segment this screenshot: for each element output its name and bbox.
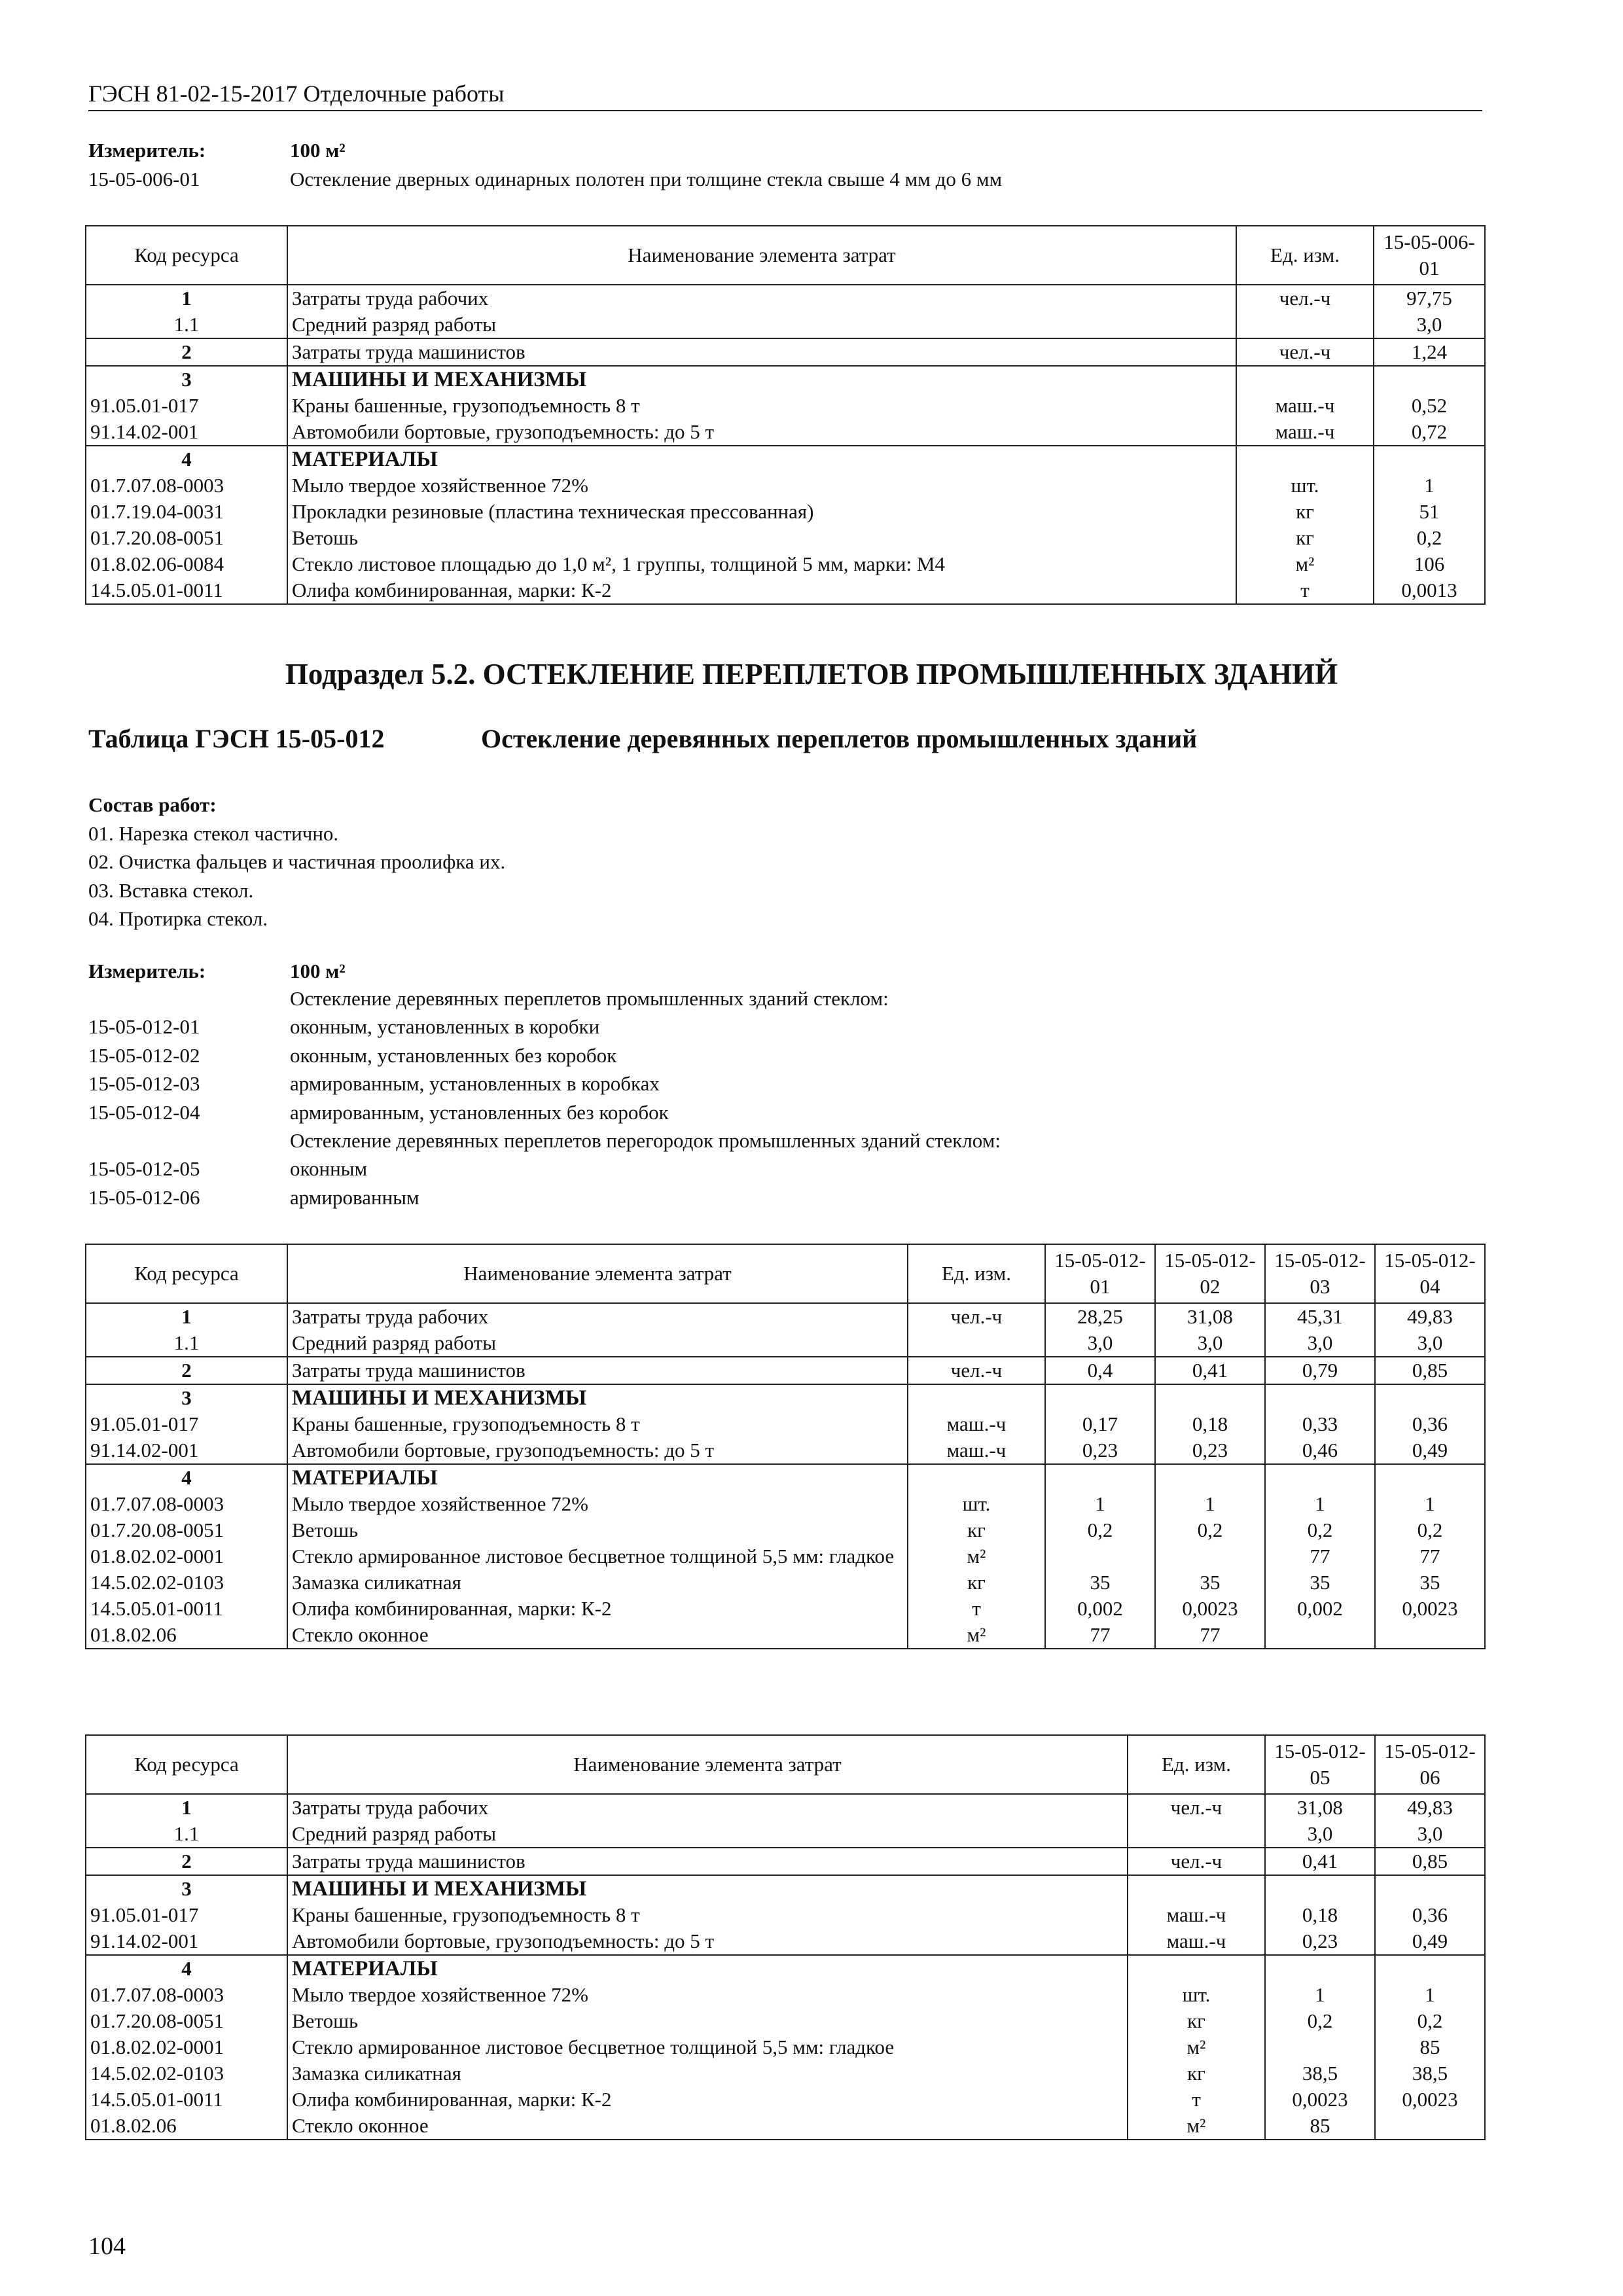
col-header-norm: 15-05-012-02 bbox=[1155, 1244, 1265, 1303]
unit-cell: маш.-ч bbox=[1236, 419, 1374, 446]
col-header-norm: 15-05-012-06 bbox=[1375, 1735, 1485, 1794]
resource-name-cell: Средний разряд работы bbox=[287, 312, 1236, 338]
norm-value-cell: 1 bbox=[1375, 1982, 1485, 2008]
norm-value-cell: 38,5 bbox=[1375, 2060, 1485, 2087]
norm-description: Остекление дверных одинарных полотен при толщине стекла свыше 4 мм до 6 мм bbox=[290, 168, 1003, 190]
resource-name-cell: Автомобили бортовые, грузоподъемность: до 5 т bbox=[287, 1437, 908, 1464]
unit-cell: м² bbox=[1236, 551, 1374, 577]
norm-value-cell: 1,24 bbox=[1374, 338, 1485, 366]
table-row bbox=[86, 1875, 1485, 1902]
resource-name-cell: Замазка силикатная bbox=[287, 1570, 908, 1596]
resource-code-cell: 91.05.01-017 bbox=[86, 1902, 287, 1928]
unit-cell: маш.-ч bbox=[1236, 393, 1374, 419]
norm-value-cell: 0,23 bbox=[1045, 1437, 1155, 1464]
unit-cell: м² bbox=[1128, 2034, 1265, 2060]
norm-value-cell bbox=[1155, 1384, 1265, 1411]
unit-cell: т bbox=[1128, 2087, 1265, 2113]
norm-value-cell bbox=[1374, 366, 1485, 393]
works-item: 04. Протирка стекол. bbox=[88, 907, 268, 931]
resource-code-cell: 14.5.05.01-0011 bbox=[86, 577, 287, 604]
norm-value-cell: 0,2 bbox=[1375, 2008, 1485, 2034]
table-row bbox=[86, 473, 1485, 499]
unit-cell: м² bbox=[908, 1622, 1045, 1649]
norm-description: оконным bbox=[290, 1157, 368, 1181]
subsection-title: Подраздел 5.2. ОСТЕКЛЕНИЕ ПЕРЕПЛЕТОВ ПРОМЫШЛЕННЫХ ЗДАНИЙ bbox=[285, 658, 1338, 691]
col-header-unit: Ед. изм. bbox=[908, 1244, 1045, 1303]
norm-description: армированным bbox=[290, 1185, 419, 1209]
norm-value-cell: 77 bbox=[1045, 1622, 1155, 1649]
resource-name-cell: Стекло армированное листовое бесцветное толщиной 5,5 мм: гладкое bbox=[287, 2034, 1128, 2060]
resource-name-cell: Затраты труда машинистов bbox=[287, 1848, 1128, 1875]
table-row bbox=[86, 551, 1485, 577]
table-title-name: Остекление деревянных переплетов промышленных зданий bbox=[481, 724, 1198, 753]
unit-cell: маш.-ч bbox=[1128, 1928, 1265, 1955]
table-row bbox=[86, 499, 1485, 525]
unit-cell: маш.-ч bbox=[908, 1437, 1045, 1464]
norm-description: оконным, установленных без коробок bbox=[290, 1043, 617, 1067]
norm-value-cell: 28,25 bbox=[1045, 1303, 1155, 1330]
unit-cell bbox=[1236, 446, 1374, 473]
resource-name-cell: МАТЕРИАЛЫ bbox=[287, 1464, 908, 1491]
norm-value-cell: 77 bbox=[1265, 1543, 1375, 1570]
resource-code-cell: 01.7.07.08-0003 bbox=[86, 473, 287, 499]
norm-value-cell: 0,79 bbox=[1265, 1357, 1375, 1384]
norm-value-cell bbox=[1045, 1543, 1155, 1570]
resource-table-1 bbox=[85, 225, 1486, 605]
table-row bbox=[86, 1303, 1485, 1330]
norm-description: Остекление деревянных переплетов промышленных зданий стеклом: bbox=[290, 987, 889, 1010]
norm-value-cell bbox=[1375, 1384, 1485, 1411]
table-row bbox=[86, 1794, 1485, 1821]
resource-name-cell: Стекло оконное bbox=[287, 2113, 1128, 2140]
norm-value-cell: 35 bbox=[1265, 1570, 1375, 1596]
table-row bbox=[86, 1330, 1485, 1357]
norm-value-cell bbox=[1155, 1543, 1265, 1570]
col-header-name: Наименование элемента затрат bbox=[287, 1244, 908, 1303]
table-row bbox=[86, 1928, 1485, 1955]
norm-description: оконным, установленных в коробки bbox=[290, 1015, 600, 1039]
table-row bbox=[86, 1357, 1485, 1384]
norm-code: 15-05-012-06 bbox=[88, 1185, 200, 1209]
norm-description: армированным, установленных в коробках bbox=[290, 1072, 660, 1096]
norm-value-cell: 0,2 bbox=[1155, 1517, 1265, 1543]
table-row bbox=[86, 1437, 1485, 1464]
table-row bbox=[86, 1570, 1485, 1596]
norm-code: 15-05-012-04 bbox=[88, 1100, 200, 1124]
unit-cell: т bbox=[908, 1596, 1045, 1622]
resource-code-cell: 01.7.20.08-0051 bbox=[86, 525, 287, 551]
norm-value-cell: 1 bbox=[1374, 473, 1485, 499]
unit-cell: чел.-ч bbox=[908, 1303, 1045, 1330]
resource-code-cell: 14.5.05.01-0011 bbox=[86, 2087, 287, 2113]
norm-value-cell: 35 bbox=[1375, 1570, 1485, 1596]
resource-code-cell: 1.1 bbox=[86, 1330, 287, 1357]
unit-cell: маш.-ч bbox=[908, 1411, 1045, 1437]
resource-name-cell: Затраты труда машинистов bbox=[287, 1357, 908, 1384]
resource-name-cell: Затраты труда рабочих bbox=[287, 1303, 908, 1330]
table-header-row bbox=[86, 226, 1485, 285]
resource-name-cell: Ветошь bbox=[287, 525, 1236, 551]
resource-name-cell: Мыло твердое хозяйственное 72% bbox=[287, 473, 1236, 499]
resource-code-cell: 1 bbox=[86, 1794, 287, 1821]
norm-value-cell bbox=[1155, 1464, 1265, 1491]
col-header-norm: 15-05-012-03 bbox=[1265, 1244, 1375, 1303]
norm-value-cell: 3,0 bbox=[1375, 1330, 1485, 1357]
resource-code-cell: 4 bbox=[86, 1955, 287, 1982]
resource-name-cell: МАШИНЫ И МЕХАНИЗМЫ bbox=[287, 1875, 1128, 1902]
table-header-row bbox=[86, 1244, 1485, 1303]
table-row bbox=[86, 1902, 1485, 1928]
norm-value-cell: 0,41 bbox=[1265, 1848, 1375, 1875]
unit-cell: шт. bbox=[908, 1491, 1045, 1517]
resource-code-cell: 01.7.07.08-0003 bbox=[86, 1982, 287, 2008]
resource-code-cell: 3 bbox=[86, 1875, 287, 1902]
norm-value-cell: 85 bbox=[1375, 2034, 1485, 2060]
table-row bbox=[86, 525, 1485, 551]
norm-value-cell: 3,0 bbox=[1155, 1330, 1265, 1357]
resource-name-cell: Автомобили бортовые, грузоподъемность: до 5 т bbox=[287, 1928, 1128, 1955]
table-row bbox=[86, 312, 1485, 338]
col-header-norm: 15-05-012-01 bbox=[1045, 1244, 1155, 1303]
works-composition bbox=[88, 791, 505, 933]
resource-code-cell: 91.05.01-017 bbox=[86, 1411, 287, 1437]
unit-cell bbox=[1128, 1955, 1265, 1982]
table-row bbox=[86, 1848, 1485, 1875]
norm-value-cell: 1 bbox=[1045, 1491, 1155, 1517]
norm-value-cell: 0,33 bbox=[1265, 1411, 1375, 1437]
works-item: 02. Очистка фальцев и частичная проолифка их. bbox=[88, 850, 506, 874]
norm-code: 15-05-012-01 bbox=[88, 1015, 200, 1039]
unit-cell: м² bbox=[1128, 2113, 1265, 2140]
norm-value-cell: 0,52 bbox=[1374, 393, 1485, 419]
unit-cell: кг bbox=[1236, 525, 1374, 551]
unit-cell bbox=[908, 1384, 1045, 1411]
norm-value-cell bbox=[1265, 1464, 1375, 1491]
table-row bbox=[86, 2113, 1485, 2140]
resource-name-cell: Стекло листовое площадью до 1,0 м², 1 группы, толщиной 5 мм, марки: М4 bbox=[287, 551, 1236, 577]
table-row bbox=[86, 1543, 1485, 1570]
norm-value-cell: 0,23 bbox=[1155, 1437, 1265, 1464]
resource-name-cell: Олифа комбинированная, марки: К-2 bbox=[287, 577, 1236, 604]
unit-cell: кг bbox=[908, 1517, 1045, 1543]
norm-description: Остекление деревянных переплетов перегородок промышленных зданий стеклом: bbox=[290, 1128, 1001, 1152]
table-row bbox=[86, 338, 1485, 366]
norm-value-cell: 3,0 bbox=[1265, 1821, 1375, 1848]
resource-code-cell: 01.8.02.02-0001 bbox=[86, 2034, 287, 2060]
norm-value-cell: 0,2 bbox=[1045, 1517, 1155, 1543]
norm-value-cell: 0,49 bbox=[1375, 1928, 1485, 1955]
unit-cell bbox=[1128, 1875, 1265, 1902]
header-title: ГЭСН 81-02-15-2017 Отделочные работы bbox=[88, 81, 505, 107]
unit-cell: кг bbox=[1128, 2008, 1265, 2034]
norm-value-cell bbox=[1265, 1955, 1375, 1982]
table-title bbox=[88, 723, 1198, 754]
unit-cell bbox=[908, 1464, 1045, 1491]
unit-cell: чел.-ч bbox=[1236, 338, 1374, 366]
resource-code-cell: 3 bbox=[86, 366, 287, 393]
resource-name-cell: Затраты труда рабочих bbox=[287, 285, 1236, 312]
norm-value-cell: 3,0 bbox=[1265, 1330, 1375, 1357]
table-row bbox=[86, 285, 1485, 312]
resource-code-cell: 4 bbox=[86, 446, 287, 473]
resource-name-cell: Стекло оконное bbox=[287, 1622, 908, 1649]
unit-cell: чел.-ч bbox=[1128, 1794, 1265, 1821]
unit-cell: шт. bbox=[1236, 473, 1374, 499]
resource-name-cell: Средний разряд работы bbox=[287, 1821, 1128, 1848]
resource-name-cell: МАТЕРИАЛЫ bbox=[287, 446, 1236, 473]
resource-name-cell: Затраты труда рабочих bbox=[287, 1794, 1128, 1821]
resource-code-cell: 1.1 bbox=[86, 1821, 287, 1848]
norm-value-cell: 3,0 bbox=[1375, 1821, 1485, 1848]
resource-code-cell: 3 bbox=[86, 1384, 287, 1411]
resource-name-cell: Краны башенные, грузоподъемность 8 т bbox=[287, 1411, 908, 1437]
unit-cell: маш.-ч bbox=[1128, 1902, 1265, 1928]
col-header-norm: 15-05-012-05 bbox=[1265, 1735, 1375, 1794]
norm-value-cell: 0,46 bbox=[1265, 1437, 1375, 1464]
norm-value-cell: 0,23 bbox=[1265, 1928, 1375, 1955]
unit-cell bbox=[1236, 366, 1374, 393]
unit-cell bbox=[908, 1330, 1045, 1357]
resource-name-cell: МАШИНЫ И МЕХАНИЗМЫ bbox=[287, 1384, 908, 1411]
resource-code-cell: 14.5.05.01-0011 bbox=[86, 1596, 287, 1622]
norm-value-cell: 0,41 bbox=[1155, 1357, 1265, 1384]
table-row bbox=[86, 2087, 1485, 2113]
resource-name-cell: МАШИНЫ И МЕХАНИЗМЫ bbox=[287, 366, 1236, 393]
unit-cell: кг bbox=[1236, 499, 1374, 525]
resource-name-cell: Стекло армированное листовое бесцветное толщиной 5,5 мм: гладкое bbox=[287, 1543, 908, 1570]
norm-value-cell: 0,2 bbox=[1265, 1517, 1375, 1543]
resource-code-cell: 91.14.02-001 bbox=[86, 1437, 287, 1464]
unit-cell: т bbox=[1236, 577, 1374, 604]
resource-code-cell: 01.8.02.06-0084 bbox=[86, 551, 287, 577]
norm-value-cell: 0,002 bbox=[1045, 1596, 1155, 1622]
norm-value-cell: 0,4 bbox=[1045, 1357, 1155, 1384]
resource-code-cell: 01.7.20.08-0051 bbox=[86, 1517, 287, 1543]
unit-cell: кг bbox=[908, 1570, 1045, 1596]
measurer-value: 100 м² bbox=[290, 960, 346, 982]
norm-value-cell: 0,85 bbox=[1375, 1357, 1485, 1384]
measurer-label: Измеритель: bbox=[88, 139, 206, 162]
resource-code-cell: 1 bbox=[86, 1303, 287, 1330]
table-row bbox=[86, 1596, 1485, 1622]
norm-value-cell: 0,85 bbox=[1375, 1848, 1485, 1875]
resource-name-cell: Краны башенные, грузоподъемность 8 т bbox=[287, 393, 1236, 419]
norm-value-cell: 45,31 bbox=[1265, 1303, 1375, 1330]
works-heading: Состав работ: bbox=[88, 793, 217, 816]
resource-table-2 bbox=[85, 1244, 1486, 1649]
norm-code: 15-05-006-01 bbox=[88, 168, 200, 190]
table-row bbox=[86, 366, 1485, 393]
norm-value-cell: 85 bbox=[1265, 2113, 1375, 2140]
norm-code: 15-05-012-05 bbox=[88, 1157, 200, 1181]
resource-code-cell: 01.8.02.02-0001 bbox=[86, 1543, 287, 1570]
norm-value-cell: 49,83 bbox=[1375, 1303, 1485, 1330]
resource-name-cell: МАТЕРИАЛЫ bbox=[287, 1955, 1128, 1982]
table-row bbox=[86, 2060, 1485, 2087]
norm-value-cell: 35 bbox=[1155, 1570, 1265, 1596]
table-row bbox=[86, 1821, 1485, 1848]
norm-value-cell: 0,0023 bbox=[1265, 2087, 1375, 2113]
norm-value-cell: 0,2 bbox=[1375, 1517, 1485, 1543]
norm-value-cell: 0,36 bbox=[1375, 1411, 1485, 1437]
resource-code-cell: 91.14.02-001 bbox=[86, 419, 287, 446]
norm-value-cell: 0,0023 bbox=[1375, 1596, 1485, 1622]
norm-value-cell: 1 bbox=[1265, 1982, 1375, 2008]
table-row bbox=[86, 1411, 1485, 1437]
norm-value-cell: 0,2 bbox=[1265, 2008, 1375, 2034]
col-header-name: Наименование элемента затрат bbox=[287, 226, 1236, 285]
resource-code-cell: 2 bbox=[86, 1357, 287, 1384]
norm-value-cell bbox=[1374, 446, 1485, 473]
resource-code-cell: 1 bbox=[86, 285, 287, 312]
resource-name-cell: Ветошь bbox=[287, 2008, 1128, 2034]
norm-value-cell: 0,49 bbox=[1375, 1437, 1485, 1464]
unit-cell bbox=[1128, 1821, 1265, 1848]
norm-value-cell: 1 bbox=[1265, 1491, 1375, 1517]
norm-value-cell: 3,0 bbox=[1374, 312, 1485, 338]
norm-value-cell: 38,5 bbox=[1265, 2060, 1375, 2087]
resource-table-3 bbox=[85, 1734, 1486, 2140]
norm-value-cell bbox=[1045, 1464, 1155, 1491]
unit-cell bbox=[1236, 312, 1374, 338]
resource-code-cell: 01.8.02.06 bbox=[86, 2113, 287, 2140]
norm-value-cell: 31,08 bbox=[1155, 1303, 1265, 1330]
norm-value-cell bbox=[1375, 1622, 1485, 1649]
norm-value-cell bbox=[1375, 2113, 1485, 2140]
measurer-label: Измеритель: bbox=[88, 960, 206, 982]
resource-name-cell: Краны башенные, грузоподъемность 8 т bbox=[287, 1902, 1128, 1928]
table-row bbox=[86, 2008, 1485, 2034]
norm-value-cell: 0,0023 bbox=[1155, 1596, 1265, 1622]
col-header-code: Код ресурса bbox=[86, 1735, 287, 1794]
page-header bbox=[88, 77, 1482, 111]
norm-value-cell: 0,18 bbox=[1155, 1411, 1265, 1437]
norm-value-cell bbox=[1375, 1955, 1485, 1982]
unit-cell: шт. bbox=[1128, 1982, 1265, 2008]
col-header-code: Код ресурса bbox=[86, 1244, 287, 1303]
norm-value-cell: 97,75 bbox=[1374, 285, 1485, 312]
norm-value-cell bbox=[1045, 1384, 1155, 1411]
resource-name-cell: Замазка силикатная bbox=[287, 2060, 1128, 2087]
norm-value-cell: 1 bbox=[1155, 1491, 1265, 1517]
norm-value-cell bbox=[1265, 1384, 1375, 1411]
col-header-code: Код ресурса bbox=[86, 226, 287, 285]
resource-name-cell: Олифа комбинированная, марки: К-2 bbox=[287, 2087, 1128, 2113]
norm-value-cell: 0,002 bbox=[1265, 1596, 1375, 1622]
col-header-unit: Ед. изм. bbox=[1236, 226, 1374, 285]
norm-value-cell: 35 bbox=[1045, 1570, 1155, 1596]
resource-name-cell: Затраты труда машинистов bbox=[287, 338, 1236, 366]
table-row bbox=[86, 1384, 1485, 1411]
table-row bbox=[86, 446, 1485, 473]
unit-cell: кг bbox=[1128, 2060, 1265, 2087]
resource-code-cell: 2 bbox=[86, 338, 287, 366]
norm-value-cell: 3,0 bbox=[1045, 1330, 1155, 1357]
resource-name-cell: Автомобили бортовые, грузоподъемность: до 5 т bbox=[287, 419, 1236, 446]
norm-value-cell: 0,2 bbox=[1374, 525, 1485, 551]
measurer-value: 100 м² bbox=[290, 139, 346, 162]
norm-value-cell: 77 bbox=[1375, 1543, 1485, 1570]
table-row bbox=[86, 577, 1485, 604]
norm-value-cell bbox=[1375, 1464, 1485, 1491]
resource-code-cell: 14.5.02.02-0103 bbox=[86, 1570, 287, 1596]
unit-cell: м² bbox=[908, 1543, 1045, 1570]
resource-code-cell: 01.8.02.06 bbox=[86, 1622, 287, 1649]
works-item: 01. Нарезка стекол частично. bbox=[88, 822, 339, 845]
resource-name-cell: Средний разряд работы bbox=[287, 1330, 908, 1357]
col-header-norm: 15-05-006-01 bbox=[1374, 226, 1485, 285]
norm-value-cell bbox=[1265, 1622, 1375, 1649]
resource-code-cell: 4 bbox=[86, 1464, 287, 1491]
resource-code-cell: 2 bbox=[86, 1848, 287, 1875]
resource-name-cell: Ветошь bbox=[287, 1517, 908, 1543]
norm-description: армированным, установленных без коробок bbox=[290, 1100, 669, 1124]
resource-code-cell: 91.05.01-017 bbox=[86, 393, 287, 419]
norm-value-cell bbox=[1265, 2034, 1375, 2060]
col-header-name: Наименование элемента затрат bbox=[287, 1735, 1128, 1794]
norm-value-cell bbox=[1265, 1875, 1375, 1902]
norm-value-cell bbox=[1375, 1875, 1485, 1902]
resource-name-cell: Олифа комбинированная, марки: К-2 bbox=[287, 1596, 908, 1622]
norm-value-cell: 0,0023 bbox=[1375, 2087, 1485, 2113]
norm-value-cell: 106 bbox=[1374, 551, 1485, 577]
resource-name-cell: Мыло твердое хозяйственное 72% bbox=[287, 1982, 1128, 2008]
works-item: 03. Вставка стекол. bbox=[88, 878, 254, 902]
resource-name-cell: Прокладки резиновые (пластина техническая прессованная) bbox=[287, 499, 1236, 525]
table-row bbox=[86, 1955, 1485, 1982]
table-row bbox=[86, 1622, 1485, 1649]
col-header-unit: Ед. изм. bbox=[1128, 1735, 1265, 1794]
norm-value-cell: 0,0013 bbox=[1374, 577, 1485, 604]
norm-value-cell: 0,36 bbox=[1375, 1902, 1485, 1928]
resource-code-cell: 14.5.02.02-0103 bbox=[86, 2060, 287, 2087]
resource-code-cell: 01.7.07.08-0003 bbox=[86, 1491, 287, 1517]
resource-code-cell: 01.7.20.08-0051 bbox=[86, 2008, 287, 2034]
norm-value-cell: 0,18 bbox=[1265, 1902, 1375, 1928]
unit-cell: чел.-ч bbox=[1128, 1848, 1265, 1875]
resource-code-cell: 1.1 bbox=[86, 312, 287, 338]
unit-cell: чел.-ч bbox=[908, 1357, 1045, 1384]
resource-code-cell: 01.7.19.04-0031 bbox=[86, 499, 287, 525]
norm-value-cell: 31,08 bbox=[1265, 1794, 1375, 1821]
table-row bbox=[86, 1491, 1485, 1517]
unit-cell: чел.-ч bbox=[1236, 285, 1374, 312]
table-header-row bbox=[86, 1735, 1485, 1794]
resource-name-cell: Мыло твердое хозяйственное 72% bbox=[287, 1491, 908, 1517]
norm-code: 15-05-012-03 bbox=[88, 1072, 200, 1096]
table-row bbox=[86, 2034, 1485, 2060]
norm-value-cell: 1 bbox=[1375, 1491, 1485, 1517]
norm-value-cell: 49,83 bbox=[1375, 1794, 1485, 1821]
norm-value-cell: 0,17 bbox=[1045, 1411, 1155, 1437]
norm-value-cell: 77 bbox=[1155, 1622, 1265, 1649]
table-row bbox=[86, 1517, 1485, 1543]
table-row bbox=[86, 393, 1485, 419]
norm-value-cell: 0,72 bbox=[1374, 419, 1485, 446]
norm-code: 15-05-012-02 bbox=[88, 1043, 200, 1067]
table-title-label: Таблица ГЭСН 15-05-012 bbox=[88, 724, 385, 753]
table-row bbox=[86, 1464, 1485, 1491]
page-number: 104 bbox=[88, 2233, 126, 2260]
col-header-norm: 15-05-012-04 bbox=[1375, 1244, 1485, 1303]
norm-value-cell: 51 bbox=[1374, 499, 1485, 525]
table-row bbox=[86, 419, 1485, 446]
table-row bbox=[86, 1982, 1485, 2008]
resource-code-cell: 91.14.02-001 bbox=[86, 1928, 287, 1955]
